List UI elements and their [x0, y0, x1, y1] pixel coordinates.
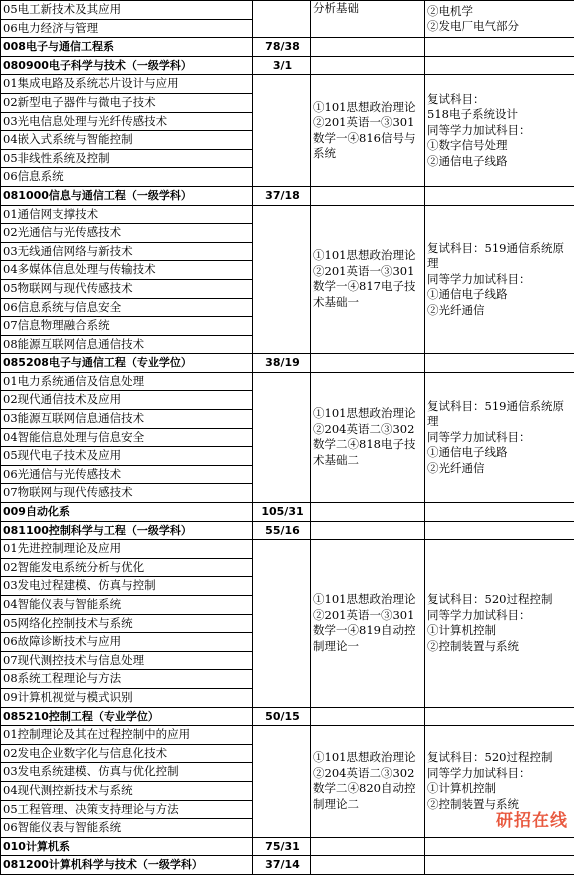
- direction-cell: 06信息系统: [1, 168, 253, 187]
- empty-cell: [311, 503, 425, 522]
- exam-cell-line: ①101思想政治理论: [313, 592, 422, 608]
- retest-cell-line: 复试科目：519通信系统原理: [427, 241, 572, 272]
- section-header-row: [1, 856, 574, 875]
- retest-cell: [425, 75, 574, 187]
- direction-cell: 06信息系统与信息安全: [1, 298, 253, 317]
- exam-cell-line: ①101思想政治理论: [313, 406, 422, 422]
- empty-cell: [311, 837, 425, 856]
- exam-cell-line: ①101思想政治理论: [313, 100, 422, 116]
- direction-cell: 07信息物理融合系统: [1, 317, 253, 336]
- exam-cell-line: ②201英语一③301数学一④817电子技术基础一: [313, 264, 422, 311]
- table-row: [1, 372, 574, 391]
- empty-cell: [425, 56, 574, 75]
- exam-cell: 分析基础: [311, 1, 425, 38]
- exam-cell: [311, 75, 425, 187]
- section-count: 105/31: [253, 503, 311, 522]
- section-count: 37/18: [253, 186, 311, 205]
- section-header-row: [1, 837, 574, 856]
- count-cell: [253, 1, 311, 38]
- direction-cell: 03无线通信网络与新技术: [1, 242, 253, 261]
- direction-cell: 04多媒体信息处理与传输技术: [1, 261, 253, 280]
- empty-cell: [311, 38, 425, 57]
- direction-cell: 04智能仪表与智能系统: [1, 596, 253, 615]
- retest-cell-line: ①计算机控制: [427, 781, 572, 797]
- exam-cell-line: ②201英语一③301数学一④816信号与系统: [313, 115, 422, 162]
- exam-cell-line: ①101思想政治理论: [313, 750, 422, 766]
- section-count: 37/14: [253, 856, 311, 875]
- direction-cell: 07现代测控技术与信息处理: [1, 651, 253, 670]
- count-cell: [253, 726, 311, 838]
- direction-cell: 01集成电路及系统芯片设计与应用: [1, 75, 253, 94]
- table-row: [1, 1, 574, 20]
- direction-cell: 05电工新技术及其应用: [1, 1, 253, 20]
- section-header-row: [1, 38, 574, 57]
- retest-cell-line: ②发电厂电气部分: [427, 19, 572, 35]
- table-row: [1, 540, 574, 559]
- retest-cell-line: ②光纤通信: [427, 461, 572, 477]
- retest-cell-line: ①计算机控制: [427, 623, 572, 639]
- direction-cell: 03发电系统建模、仿真与优化控制: [1, 763, 253, 782]
- section-count: 75/31: [253, 837, 311, 856]
- direction-cell: 05网络化控制技术与系统: [1, 614, 253, 633]
- section-title: 009自动化系: [1, 503, 253, 522]
- exam-cell: [311, 205, 425, 354]
- empty-cell: [425, 354, 574, 373]
- section-header-row: [1, 707, 574, 726]
- direction-cell: 09计算机视觉与模式识别: [1, 688, 253, 707]
- empty-cell: [311, 707, 425, 726]
- exam-cell: [311, 372, 425, 502]
- retest-cell-line: ①通信电子线路: [427, 445, 572, 461]
- direction-cell: 08能源互联网信息通信技术: [1, 335, 253, 354]
- direction-cell: 07物联网与现代传感技术: [1, 484, 253, 503]
- empty-cell: [311, 56, 425, 75]
- section-count: 50/15: [253, 707, 311, 726]
- exam-cell-line: ①101思想政治理论: [313, 248, 422, 264]
- section-title: 081000信息与通信工程（一级学科）: [1, 186, 253, 205]
- section-header-row: [1, 503, 574, 522]
- table-row: [1, 205, 574, 224]
- section-count: 38/19: [253, 354, 311, 373]
- section-header-row: [1, 56, 574, 75]
- direction-cell: 05工程管理、决策支持理论与方法: [1, 800, 253, 819]
- retest-cell-line: 同等学力加试科目：: [427, 430, 572, 446]
- direction-cell: 02光通信与光传感技术: [1, 224, 253, 243]
- retest-cell: [425, 540, 574, 707]
- section-count: 3/1: [253, 56, 311, 75]
- section-header-row: [1, 521, 574, 540]
- direction-cell: 01先进控制理论及应用: [1, 540, 253, 559]
- retest-cell-line: ②光纤通信: [427, 303, 572, 319]
- count-cell: [253, 372, 311, 502]
- section-count: 55/16: [253, 521, 311, 540]
- direction-cell: 03光电信息处理与光纤传感技术: [1, 112, 253, 131]
- direction-cell: 06智能仪表与智能系统: [1, 819, 253, 838]
- direction-cell: 05现代电子技术及应用: [1, 447, 253, 466]
- table-row: [1, 726, 574, 745]
- direction-cell: 06电力经济与管理: [1, 19, 253, 38]
- direction-cell: 04现代测控新技术与系统: [1, 781, 253, 800]
- direction-cell: 02发电企业数字化与信息化技术: [1, 744, 253, 763]
- retest-cell: [425, 205, 574, 354]
- section-title: 080900电子科学与技术（一级学科）: [1, 56, 253, 75]
- retest-cell-line: 同等学力加试科目：: [427, 272, 572, 288]
- section-header-row: [1, 186, 574, 205]
- empty-cell: [425, 707, 574, 726]
- retest-cell-line: 同等学力加试科目：: [427, 766, 572, 782]
- retest-cell-line: ②电机学: [427, 4, 572, 20]
- count-cell: [253, 205, 311, 354]
- empty-cell: [425, 186, 574, 205]
- section-title: 081100控制科学与工程（一级学科）: [1, 521, 253, 540]
- exam-cell-line: ②201英语一③301数学一④819自动控制理论一: [313, 608, 422, 655]
- section-title: 081200计算机科学与技术（一级学科）: [1, 856, 253, 875]
- section-title: 085210控制工程（专业学位）: [1, 707, 253, 726]
- retest-cell-line: ②控制装置与系统: [427, 797, 572, 813]
- direction-cell: 01通信网支撑技术: [1, 205, 253, 224]
- empty-cell: [425, 837, 574, 856]
- direction-cell: 04嵌入式系统与智能控制: [1, 131, 253, 150]
- empty-cell: [425, 503, 574, 522]
- empty-cell: [425, 521, 574, 540]
- section-title: 010计算机系: [1, 837, 253, 856]
- watermark: 研招在线: [496, 806, 568, 831]
- section-title: 085208电子与通信工程（专业学位）: [1, 354, 253, 373]
- count-cell: [253, 540, 311, 707]
- empty-cell: [311, 856, 425, 875]
- direction-cell: 03发电过程建模、仿真与控制: [1, 577, 253, 596]
- direction-cell: 08系统工程理论与方法: [1, 670, 253, 689]
- empty-cell: [425, 856, 574, 875]
- retest-cell-line: 复试科目：519通信系统原理: [427, 399, 572, 430]
- section-header-row: [1, 354, 574, 373]
- retest-cell-line: 518电子系统设计: [427, 107, 572, 123]
- section-count: 78/38: [253, 38, 311, 57]
- retest-cell-line: 复试科目：520过程控制: [427, 750, 572, 766]
- direction-cell: 01控制理论及其在过程控制中的应用: [1, 726, 253, 745]
- retest-cell-line: ①通信电子线路: [427, 287, 572, 303]
- direction-cell: 06光通信与光传感技术: [1, 465, 253, 484]
- retest-cell-line: 复试科目：520过程控制: [427, 592, 572, 608]
- exam-cell: [311, 726, 425, 838]
- count-cell: [253, 75, 311, 187]
- retest-cell-line: ②控制装置与系统: [427, 639, 572, 655]
- empty-cell: [425, 38, 574, 57]
- retest-cell-line: 同等学力加试科目：: [427, 608, 572, 624]
- direction-cell: 06故障诊断技术与应用: [1, 633, 253, 652]
- direction-cell: 05物联网与现代传感技术: [1, 279, 253, 298]
- direction-cell: 02现代通信技术及应用: [1, 391, 253, 410]
- direction-cell: 02新型电子器件与微电子技术: [1, 93, 253, 112]
- exam-cell-line: ②204英语二③302数学二④818电子技术基础二: [313, 422, 422, 469]
- retest-cell-line: 同等学力加试科目：: [427, 123, 572, 139]
- retest-cell-line: 复试科目：: [427, 92, 572, 108]
- retest-cell-line: ①数字信号处理: [427, 138, 572, 154]
- section-title: 008电子与通信工程系: [1, 38, 253, 57]
- empty-cell: [311, 354, 425, 373]
- direction-cell: 05非线性系统及控制: [1, 149, 253, 168]
- empty-cell: [311, 521, 425, 540]
- empty-cell: [311, 186, 425, 205]
- direction-cell: 03能源互联网信息通信技术: [1, 410, 253, 429]
- retest-cell-line: ②通信电子线路: [427, 154, 572, 170]
- direction-cell: 02智能发电系统分析与优化: [1, 558, 253, 577]
- table-row: [1, 75, 574, 94]
- retest-cell: [425, 1, 574, 38]
- retest-cell: [425, 372, 574, 502]
- direction-cell: 04智能信息处理与信息安全: [1, 428, 253, 447]
- direction-cell: 01电力系统通信及信息处理: [1, 372, 253, 391]
- exam-cell: [311, 540, 425, 707]
- exam-cell-line: ②204英语二③302数学二④820自动控制理论二: [313, 766, 422, 813]
